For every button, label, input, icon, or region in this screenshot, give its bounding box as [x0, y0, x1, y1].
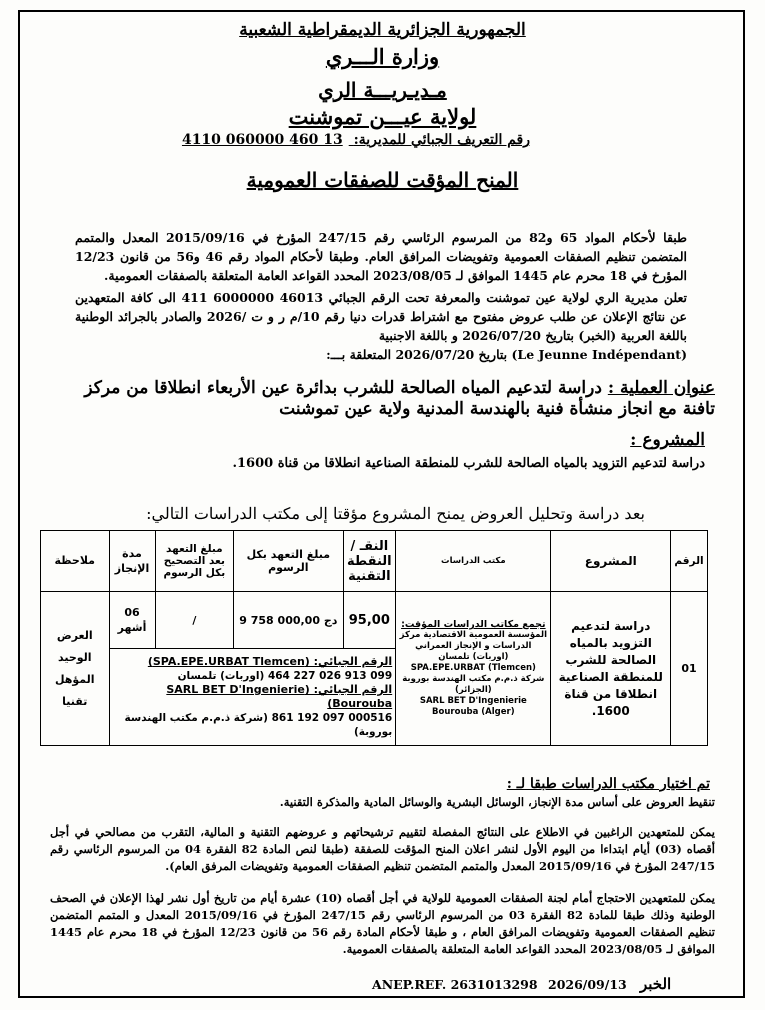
newspaper-logo: الخبر: [640, 975, 672, 993]
intro-paragraph-2-tail: (Le Jeunne Indépendant) بتاريخ 2026/07/20 المتعلقة بـــ:: [326, 347, 687, 362]
tax-id-bourouba-label: الرقم الجبائي: (SARL BET D'Ingenierie Bourouba): [166, 683, 393, 710]
cell-note: العرض الوحيد المؤهل تقنيا: [41, 592, 110, 746]
directorate-heading: مـديـريـــة الري: [318, 78, 447, 102]
office-line: المؤسسة العمومية الاقتصادية مركز: [399, 630, 547, 640]
operation-text: دراسة لتدعيم المياه الصالحة للشرب بدائرة عين الأربعاء انطلاقا من مركز تافنة مع انجاز منشأة فنية بالهندسة المدنية ولاية عين تموشنت: [84, 378, 715, 419]
th-project: المشروع: [551, 531, 671, 592]
th-office: مكتب الدراسات: [396, 531, 551, 592]
selection-criteria: تنقيط العروض على أساس مدة الإنجاز، الوسائل البشرية والوسائل المادية والمذكرة التقنية.: [279, 795, 715, 809]
cell-corrected-amount: /: [155, 592, 234, 649]
tax-id-urbat: 099 913 026 227 464 (اوربات) تلمسان: [177, 670, 393, 682]
amount-value: 9 758 000,00 دج: [239, 613, 338, 627]
tax-id-bourouba: 000516 097 192 861 (شركة ذ.م.م مكتب الهندسة بوروبة): [124, 712, 393, 738]
selection-heading: تم اختيار مكتب الدراسات طبقا لـ :: [506, 776, 710, 792]
cell-office: [396, 592, 551, 746]
wilaya-heading: لولاية عيـــن تموشنت: [288, 104, 477, 129]
th-note: ملاحظة: [41, 531, 110, 592]
office-line: SARL BET D'Ingenierie: [419, 696, 527, 706]
cell-number: 01: [671, 592, 708, 746]
tax-id-line: [182, 132, 530, 148]
intro-paragraph-2-text: تعلن مديرية الري لولاية عين تموشنت والمعرفة تحت الرقم الجبائي 46013 6000000 411 الى كافة المتعهدين عن نتائج الإعلان عن طلب عروض مفتوح مع اشتراط قدرات دنيا رقم 10/م ر و ت /2026 والصادر بالجرائد الوطنية باللغة العربية (الخبر) بتاريخ 2026/07/20 و باللغة الاجنبية: [75, 290, 687, 343]
th-duration: مدة الإنجاز: [109, 531, 155, 592]
intro-paragraph-1: طبقا لأحكام المواد 65 و82 من المرسوم الرئاسي رقم 247/15 المؤرخ في 2015/09/16 المعدل والمتمم المتضمن تنظيم الصفقات العمومية وتفويضات المرافق العام. وطبقا لأحكام المواد رقم 46 و56 من قانون 12/23 المؤرخ في 18 محرم عام 1445 الموافق لـ 2023/08/05 المحدد القواعد العامة المتعلقة بالصفقات العمومية.: [75, 230, 687, 283]
cell-score: 95,00: [343, 592, 396, 649]
document-title: المنح المؤقت للصفقات العمومية: [246, 168, 519, 192]
cell-amount: [234, 592, 343, 649]
office-title: تجمع مكاتب الدراسات المؤقت:: [401, 619, 546, 630]
office-line: (اوربات) تلمسان: [438, 652, 509, 662]
office-line: Bouroubа (Alger): [432, 707, 515, 717]
th-score: النقـ / النقطة التقنية: [343, 531, 396, 592]
table-row: [41, 592, 708, 649]
table-header-row: [41, 531, 708, 592]
intro-paragraph-2: [75, 288, 687, 364]
consultation-paragraph: يمكن للمتعهدين الراغبين في الاطلاع على النتائج المفصلة لتقييم ترشيحاتهم و عروضهم التقنية و المالية، التقرب من مصالحي في أجل أقصاه (03) أيام ابتداءا من اليوم الأول لنشر اعلان المنح المؤقت للصفقة (طبقا لنص المادة 82 الفقرة 04 من المرسوم الرئاسي رقم 247/15 المؤرخ في 2015/09/16 المعدل والمتمم المتضمن تنظيم الصفقات العمومية وتفويضات المرفق العام).: [50, 825, 716, 873]
anep-reference: ANEP.REF. 2631013298: [372, 977, 538, 992]
award-table: [40, 530, 708, 746]
republic-heading: الجمهورية الجزائرية الديمقراطية الشعبية: [239, 20, 526, 40]
cell-tax-ids: [109, 649, 396, 746]
operation-label: عنوان العملية :: [607, 378, 715, 398]
project-description: دراسة لتدعيم التزويد بالمياه الصالحة للشرب للمنطقة الصناعية انطلاقا من قناة 1600.: [232, 456, 705, 471]
th-number: الرقم: [671, 531, 708, 592]
office-line: SPA.EPE.URBAT (Tlemcen): [410, 663, 536, 673]
award-intro: بعد دراسة وتحليل العروض يمنح المشروع مؤقتا إلى مكتب الدراسات التالي:: [146, 504, 645, 523]
cell-duration: 06 أشهر: [109, 592, 155, 649]
office-line: شركة ذ.م.م مكتب الهندسة بوروبة: [402, 674, 545, 684]
appeal-paragraph: يمكن للمتعهدين الاحتجاج أمام لجنة الصفقات العمومية للولاية في أجل أقصاه (10) عشرة أيام من تاريخ أول نشر لهذا الإعلان في الصحف الوطنية وذلك طبقا للمادة 82 الفقرة 03 من المرسوم الرئاسي رقم 247/15 المؤرخ في 2015/09/16 المعدل و المتمم المتضمن تنظيم الصفقات العمومية وتفويضات المرافق العام ، و طبقا لأحكام المادة رقم 56 من قانون 12/23 المؤرخ في 18 محرم عام 1445 الموافق لـ 2023/08/05 المحدد القواعد العامة المتعلقة بالصفقات العمومية.: [50, 891, 716, 956]
project-label: المشروع :: [630, 430, 705, 450]
office-line: الدراسات و الإنجاز العمراني: [415, 641, 532, 651]
office-line: (الجزائر): [454, 685, 492, 695]
footer: [0, 975, 765, 995]
operation-title: [75, 378, 715, 420]
th-amount: مبلغ التعهد بكل الرسوم: [234, 531, 343, 592]
tax-id-urbat-label: الرقم الجبائي: (SPA.EPE.URBAT Tlemcen): [147, 655, 393, 668]
publication-date: 2026/09/13: [548, 977, 627, 992]
cell-project: دراسة لتدعيم التزويد بالمياه الصالحة للشرب للمنطقة الصناعية انطلاقا من قناة 1600.: [551, 592, 671, 746]
tax-id-number: 4110 060000 460 13: [181, 132, 343, 148]
tax-id-label: رقم التعريف الجبائي للمديرية:: [353, 132, 530, 148]
ministry-heading: وزارة الـــري: [325, 44, 440, 69]
th-corrected-amount: مبلغ التعهد بعد التصحيح بكل الرسوم: [155, 531, 234, 592]
